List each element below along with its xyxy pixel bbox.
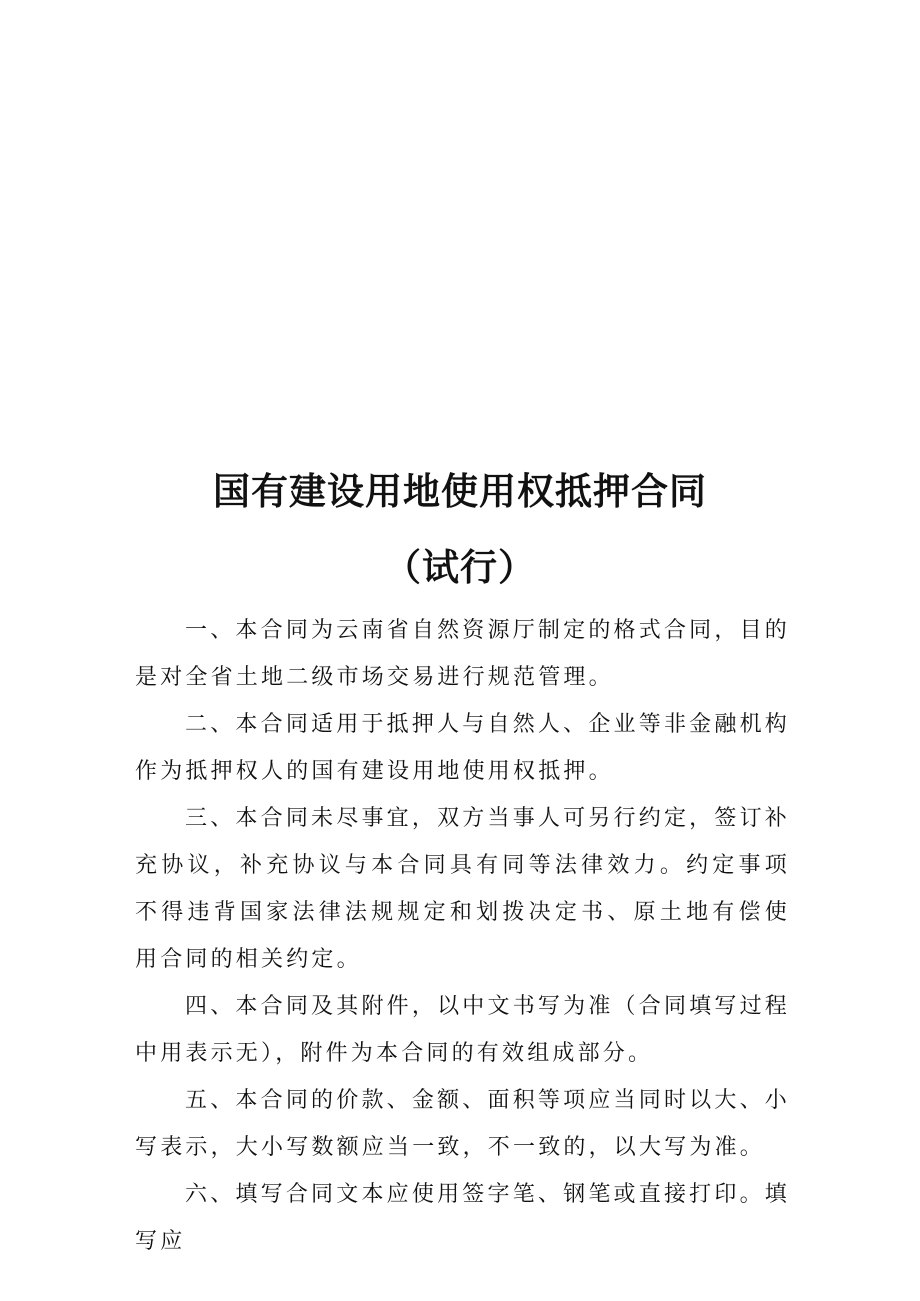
- document-title: 国有建设用地使用权抵押合同: [213, 470, 707, 513]
- paragraph-5: 五、本合同的价款、金额、面积等项应当同时以大、小写表示，大小写数额应当一致，不一致的，以大写为准。: [135, 1088, 790, 1160]
- document-body: [135, 607, 790, 1265]
- document-subtitle: （试行）: [384, 546, 536, 589]
- paragraph-2: 二、本合同适用于抵押人与自然人、企业等非金融机构作为抵押权人的国有建设用地使用权抵押。: [135, 712, 790, 784]
- paragraph-3: 三、本合同未尽事宜，双方当事人可另行约定，签订补充协议，补充协议与本合同具有同等法律效力。约定事项不得违背国家法律法规规定和划拨决定书、原土地有偿使用合同的相关约定。: [135, 806, 790, 972]
- paragraph-4: 四、本合同及其附件，以中文书写为准（合同填写过程中用表示无），附件为本合同的有效组成部分。: [135, 994, 790, 1066]
- paragraph-6: 六、填写合同文本应使用签字笔、钢笔或直接打印。填写应: [135, 1182, 790, 1254]
- paragraph-1: 一、本合同为云南省自然资源厅制定的格式合同，目的是对全省土地二级市场交易进行规范管理。: [135, 618, 790, 690]
